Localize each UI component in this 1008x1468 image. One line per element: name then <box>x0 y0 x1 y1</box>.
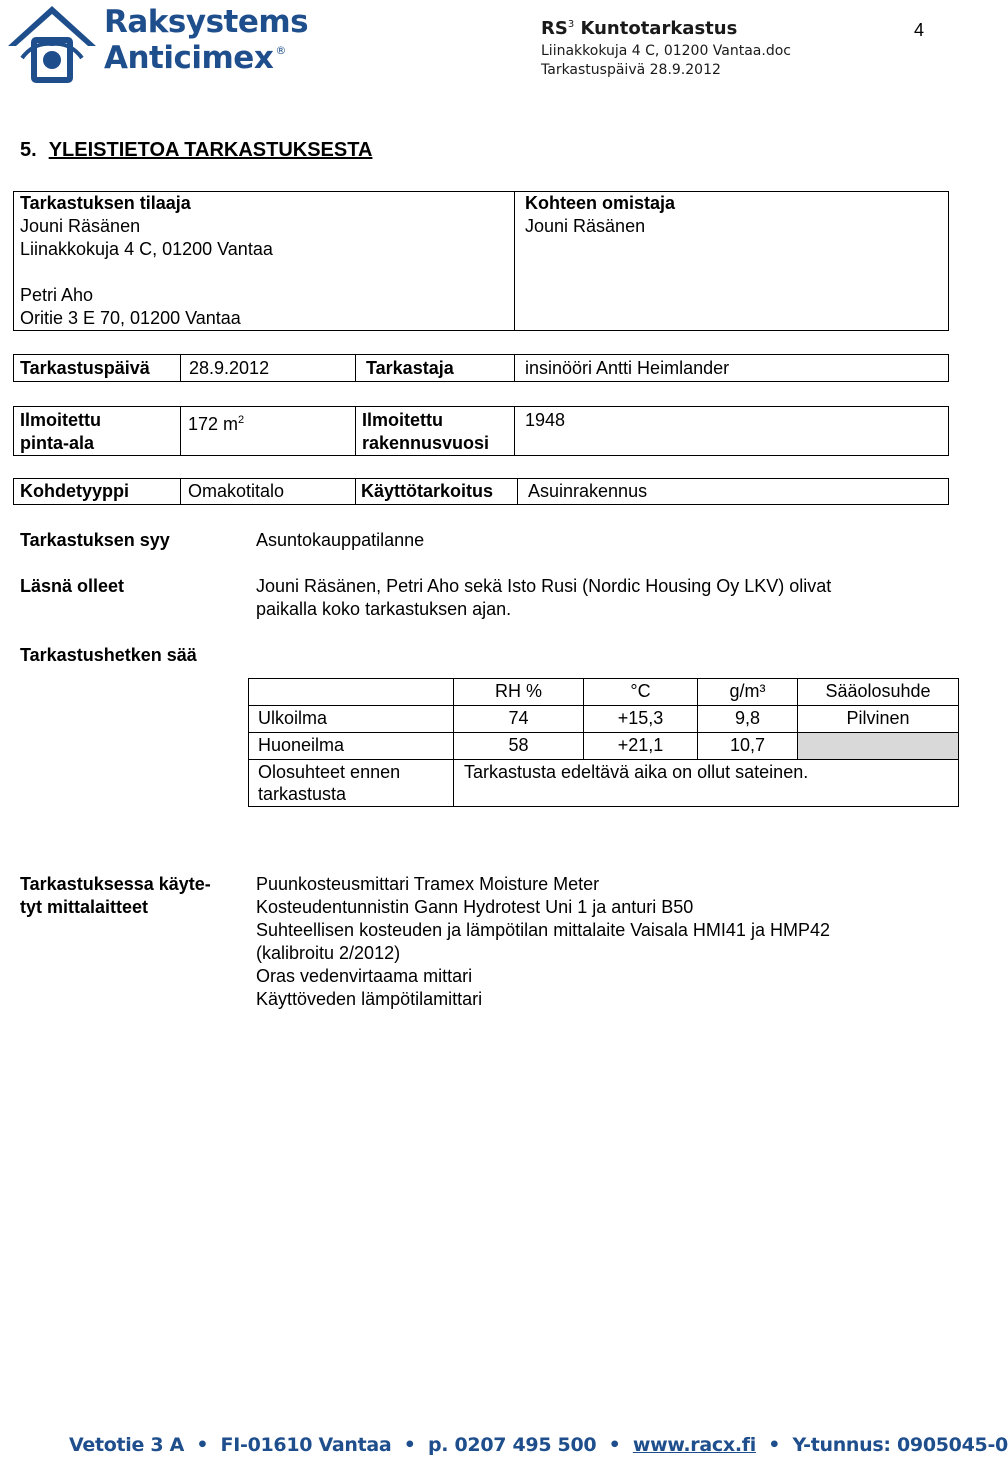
weather-header-rh: RH % <box>454 679 584 706</box>
date-value: 28.9.2012 <box>189 358 270 378</box>
weather-header-blank <box>249 679 454 706</box>
year-label-line2: rakennusvuosi <box>362 433 490 453</box>
weather-cell-rh: 74 <box>454 706 584 733</box>
area-label-line2: pinta-ala <box>20 433 95 453</box>
orderer-name: Jouni Räsänen <box>20 216 141 236</box>
reason-value: Asuntokauppatilanne <box>256 530 425 550</box>
weather-cell-abs: 9,8 <box>698 706 798 733</box>
instruments-label-line1: Tarkastuksessa käyte- <box>20 874 211 894</box>
footer-postal: FI-01610 Vantaa <box>220 1434 392 1456</box>
logo-text-anticimex: Anticimex ® <box>104 40 286 76</box>
logo-text-raksystems: Raksystems <box>104 4 309 40</box>
footer-contact <box>69 1434 1008 1456</box>
owner-label: Kohteen omistaja <box>525 193 676 213</box>
weather-header-conditions: Sääolosuhde <box>798 679 959 706</box>
footer-business-id: Y-tunnus: 0905045-0 <box>792 1434 1008 1456</box>
weather-cell-abs: 10,7 <box>698 733 798 760</box>
weather-header-absolute-humidity: g/m³ <box>698 679 798 706</box>
present-line2: paikalla koko tarkastuksen ajan. <box>256 599 512 619</box>
present-line1: Jouni Räsänen, Petri Aho sekä Isto Rusi (Nordic Housing Oy LKV) olivat <box>256 576 832 596</box>
company-logo-icon <box>4 2 100 86</box>
weather-table <box>248 678 959 807</box>
weather-cell-rh: 58 <box>454 733 584 760</box>
bullet-icon: • <box>768 1434 781 1456</box>
document-name: Liinakkokuja 4 C, 01200 Vantaa.doc <box>541 43 791 59</box>
instruments-label-line2: tyt mittalaitteet <box>20 897 149 917</box>
area-label-line1: Ilmoitettu <box>20 410 101 430</box>
table-row <box>249 733 959 760</box>
date-label: Tarkastuspäivä <box>20 358 150 378</box>
weather-header-celsius: °C <box>584 679 698 706</box>
inspector-label: Tarkastaja <box>366 358 454 378</box>
type-value: Omakotitalo <box>188 481 285 501</box>
list-item: Puunkosteusmittari Tramex Moisture Meter <box>256 874 600 894</box>
footer-address: Vetotie 3 A <box>69 1434 185 1456</box>
orderer-label: Tarkastuksen tilaaja <box>20 193 191 213</box>
weather-cell-conditions <box>798 733 959 760</box>
weather-cell-location: Ulkoilma <box>249 706 454 733</box>
reason-label: Tarkastuksen syy <box>20 530 170 550</box>
header-inspection-date: Tarkastuspäivä 28.9.2012 <box>541 62 721 78</box>
list-item: Kosteudentunnistin Gann Hydrotest Uni 1 ja anturi B50 <box>256 897 694 917</box>
page-number: 4 <box>914 20 925 40</box>
footer-website-link[interactable]: www.racx.fi <box>632 1434 756 1456</box>
bullet-icon: • <box>403 1434 416 1456</box>
conditions-label: Olosuhteet ennen tarkastusta <box>249 760 454 807</box>
table-row <box>249 706 959 733</box>
use-value: Asuinrakennus <box>528 481 648 501</box>
inspector-value: insinööri Antti Heimlander <box>525 358 730 378</box>
list-item: Oras vedenvirtaama mittari <box>256 966 473 986</box>
weather-conditions-row <box>249 760 959 807</box>
report-title: $RS^3$ Kuntotarkastus <box>541 18 738 39</box>
bullet-icon: • <box>196 1434 209 1456</box>
weather-header-row <box>249 679 959 706</box>
weather-cell-temp: +15,3 <box>584 706 698 733</box>
orderer-address: Liinakkokuja 4 C, 01200 Vantaa <box>20 239 273 259</box>
list-item: (kalibroitu 2/2012) <box>256 943 401 963</box>
conditions-value: Tarkastusta edeltävä aika on ollut sateinen. <box>454 760 959 807</box>
footer-phone: p. 0207 495 500 <box>427 1434 597 1456</box>
date-row <box>13 354 949 382</box>
orderer2-name: Petri Aho <box>20 285 94 305</box>
section-heading: 5. YLEISTIETOA TARKASTUKSESTA <box>20 139 373 161</box>
list-item: Suhteellisen kosteuden ja lämpötilan mittalaite Vaisala HMI41 ja HMP42 <box>256 920 830 940</box>
area-value: 172 $m^2$ <box>188 414 245 434</box>
use-label: Käyttötarkoitus <box>361 481 494 501</box>
weather-cell-conditions: Pilvinen <box>798 706 959 733</box>
year-label-line1: Ilmoitettu <box>362 410 443 430</box>
weather-cell-location: Huoneilma <box>249 733 454 760</box>
list-item: Käyttöveden lämpötilamittari <box>256 989 483 1009</box>
present-label: Läsnä olleet <box>20 576 125 596</box>
weather-label: Tarkastushetken sää <box>20 645 197 665</box>
weather-cell-temp: +21,1 <box>584 733 698 760</box>
year-value: 1948 <box>525 410 566 430</box>
orderer2-address: Oritie 3 E 70, 01200 Vantaa <box>20 308 241 328</box>
bullet-icon: • <box>608 1434 621 1456</box>
owner-name: Jouni Räsänen <box>525 216 646 236</box>
type-label: Kohdetyyppi <box>20 481 130 501</box>
